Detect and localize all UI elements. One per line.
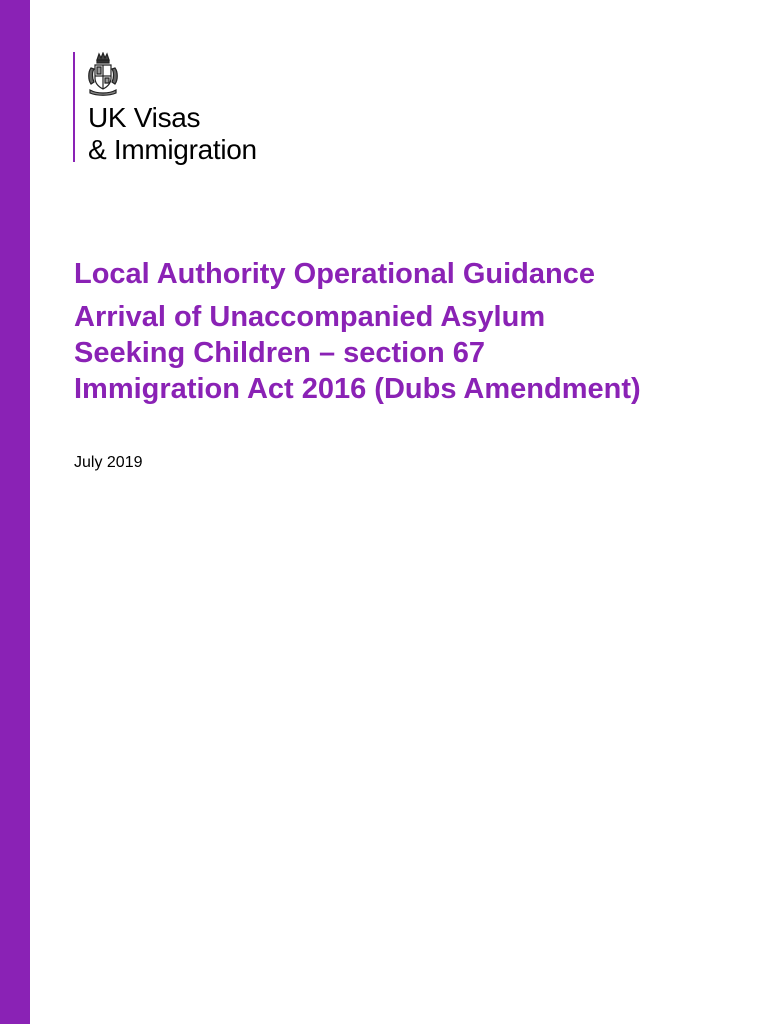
document-subtitle — [74, 299, 734, 407]
document-title: Local Authority Operational Guidance — [74, 258, 595, 290]
logo-line-2: & Immigration — [88, 134, 257, 165]
logo-divider — [73, 52, 75, 162]
subtitle-line-1: Arrival of Unaccompanied Asylum — [74, 301, 546, 333]
logo-wordmark — [88, 102, 257, 166]
subtitle-line-2: Seeking Children – section 67 — [74, 337, 485, 369]
logo-line-1: UK Visas — [88, 102, 201, 133]
royal-coat-of-arms-icon — [85, 52, 121, 96]
subtitle-line-3: Immigration Act 2016 (Dubs Amendment) — [74, 373, 641, 405]
publication-date: July 2019 — [74, 454, 143, 471]
side-accent-bar — [0, 0, 30, 1024]
